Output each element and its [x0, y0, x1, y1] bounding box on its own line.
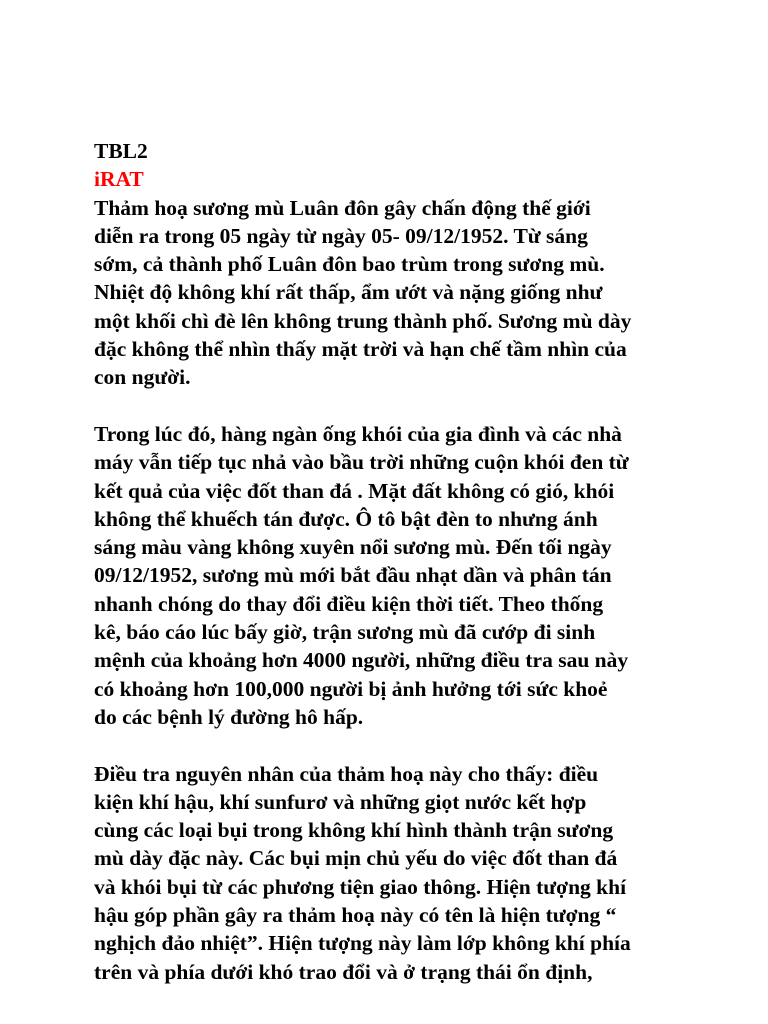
paragraph-line: kiện khí hậu, khí sunfurơ và những giọt nước kết hợp — [94, 789, 587, 814]
paragraph-1 — [94, 194, 694, 392]
paragraph-line: một khối chì đè lên không trung thành phố. Sương mù dày — [94, 308, 632, 333]
paragraph-spacer — [94, 392, 694, 420]
paragraph-line: cùng các loại bụi trong không khí hình thành trận sương — [94, 818, 614, 843]
paragraph-line: mệnh của khoảng hơn 4000 người, những điều tra sau này — [94, 648, 629, 673]
paragraph-line: mù dày đặc này. Các bụi mịn chủ yếu do việc đốt than đá — [94, 846, 618, 871]
document-heading: TBL2 — [94, 139, 148, 163]
paragraph-line: đặc không thể nhìn thấy mặt trời và hạn chế tầm nhìn của — [94, 337, 627, 362]
paragraph-line: có khoảng hơn 100,000 người bị ảnh hưởng tới sức khoẻ — [94, 676, 608, 701]
paragraph-line: không thể khuếch tán được. Ô tô bật đèn to nhưng ánh — [94, 506, 598, 531]
paragraph-line: sớm, cả thành phố Luân đôn bao trùm trong sương mù. — [94, 252, 605, 277]
paragraph-line: do các bệnh lý đường hô hấp. — [94, 704, 364, 729]
paragraph-2 — [94, 420, 694, 731]
paragraph-line: diễn ra trong 05 ngày từ ngày 05- 09/12/1952. Từ sáng — [94, 223, 588, 248]
paragraph-line: kê, báo cáo lúc bấy giờ, trận sương mù đã cướp đi sinh — [94, 620, 596, 645]
paragraph-line: máy vẫn tiếp tục nhả vào bầu trời những cuộn khói đen từ — [94, 450, 629, 475]
paragraph-line: sáng màu vàng không xuyên nổi sương mù. Đến tối ngày — [94, 535, 612, 560]
paragraph-line: và khói bụi từ các phương tiện giao thông. Hiện tượng khí — [94, 874, 627, 899]
paragraph-line: con người. — [94, 365, 191, 390]
paragraph-line: trên và phía dưới khó trao đổi và ở trạng thái ổn định, — [94, 959, 593, 984]
paragraph-3 — [94, 760, 694, 986]
paragraph-line: hậu góp phần gây ra thảm hoạ này có tên là hiện tượng “ — [94, 903, 617, 928]
paragraph-line: Nhiệt độ không khí rất thấp, ẩm ướt và nặng giống như — [94, 280, 603, 305]
document-body — [94, 137, 694, 986]
paragraph-spacer — [94, 731, 694, 759]
paragraph-line: Điều tra nguyên nhân của thảm hoạ này cho thấy: điều — [94, 761, 599, 786]
paragraph-line: Thảm hoạ sương mù Luân đôn gây chấn động thế giới — [94, 195, 591, 220]
paragraph-line: nghịch đảo nhiệt”. Hiện tượng này làm lớp không khí phía — [94, 931, 631, 956]
paragraph-line: 09/12/1952, sương mù mới bắt đầu nhạt dần và phân tán — [94, 563, 612, 588]
paragraph-line: Trong lúc đó, hàng ngàn ống khói của gia đình và các nhà — [94, 421, 622, 446]
document-label: iRAT — [94, 167, 144, 192]
paragraph-line: nhanh chóng do thay đổi điều kiện thời tiết. Theo thống — [94, 591, 604, 616]
paragraph-line: kết quả của việc đốt than đá . Mặt đất không có gió, khói — [94, 478, 615, 503]
